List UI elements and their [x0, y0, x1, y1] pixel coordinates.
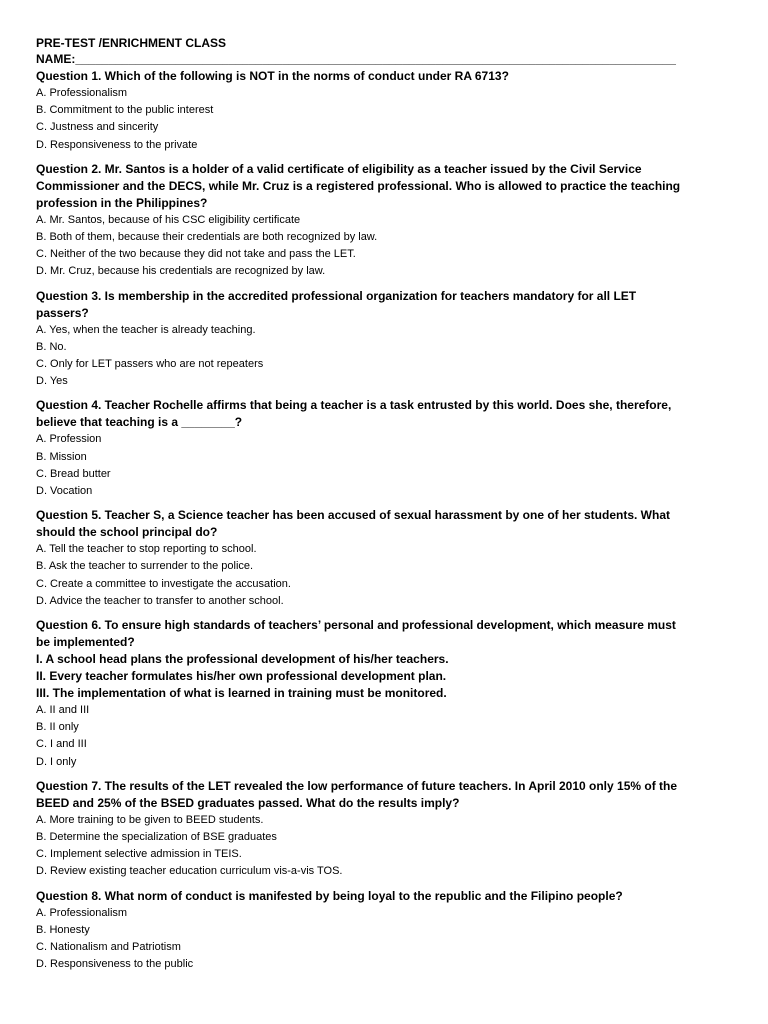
answer-option: A. II and III [36, 704, 90, 717]
answer-option: B. Commitment to the public interest [36, 104, 214, 117]
question-4 [36, 397, 732, 500]
answer-option: A. Professionalism [36, 906, 128, 919]
answer-option: D. I only [36, 755, 77, 768]
answer-option: D. Advice the teacher to transfer to another school. [36, 594, 284, 607]
answer-option: C. Neither of the two because they did not take and pass the LET. [36, 248, 356, 261]
question-statement: III. The implementation of what is learned in training must be monitored. [36, 686, 447, 701]
answer-option: B. II only [36, 721, 79, 734]
question-statement: II. Every teacher formulates his/her own professional development plan. [36, 669, 447, 684]
question-text: Question 7. The results of the LET revealed the low performance of future teachers. In April 2010 only 15% of the BEED and 25% of the BSED graduates passed. What do the results imply? [36, 778, 678, 810]
answer-option: D. Responsiveness to the private [36, 138, 198, 151]
answer-option: D. Review existing teacher education curriculum vis-a-vis TOS. [36, 865, 343, 878]
name-field-line: NAME:__________________________________________________________________________________________ [36, 52, 676, 66]
answer-option: D. Responsiveness to the public [36, 958, 194, 971]
answer-option: A. Yes, when the teacher is already teaching. [36, 323, 256, 336]
question-3 [36, 288, 732, 391]
answer-option: D. Yes [36, 375, 68, 388]
answer-option: C. Create a committee to investigate the accusation. [36, 577, 291, 590]
question-statement: I. A school head plans the professional development of his/her teachers. [36, 652, 449, 667]
page-title: PRE-TEST /ENRICHMENT CLASS [36, 36, 227, 50]
answer-option: D. Mr. Cruz, because his credentials are recognized by law. [36, 265, 326, 278]
question-6 [36, 617, 732, 771]
question-text: Question 3. Is membership in the accredited professional organization for teachers mandatory for all LET passers? [36, 288, 637, 320]
question-text: Question 8. What norm of conduct is manifested by being loyal to the republic and the Filipino people? [36, 888, 623, 903]
question-1 [36, 68, 732, 154]
question-8 [36, 888, 732, 974]
answer-option: B. Honesty [36, 923, 90, 936]
question-text: Question 4. Teacher Rochelle affirms that being a teacher is a task entrusted by this world. Does she, therefore, believe that teaching is a ________? [36, 398, 672, 430]
answer-option: B. Mission [36, 450, 87, 463]
answer-option: C. Justness and sincerity [36, 121, 159, 134]
question-text: Question 6. To ensure high standards of teachers’ personal and professional development, which measure must be implemented? [36, 618, 676, 650]
answer-option: C. I and III [36, 738, 87, 751]
answer-option: B. Determine the specialization of BSE graduates [36, 831, 277, 844]
answer-option: D. Vocation [36, 485, 93, 498]
answer-option: A. Profession [36, 433, 102, 446]
answer-option: C. Bread butter [36, 467, 111, 480]
answer-option: A. Tell the teacher to stop reporting to school. [36, 543, 257, 556]
answer-option: C. Only for LET passers who are not repeaters [36, 358, 264, 371]
answer-option: A. Professionalism [36, 87, 128, 99]
question-text: Question 5. Teacher S, a Science teacher has been accused of sexual harassment by one of her students. What should the school principal do? [36, 508, 670, 540]
question-text: Question 1. Which of the following is NOT in the norms of conduct under RA 6713? [36, 69, 509, 83]
answer-option: C. Implement selective admission in TEIS. [36, 848, 242, 861]
question-5 [36, 507, 732, 610]
question-7 [36, 778, 732, 881]
answer-option: B. Ask the teacher to surrender to the police. [36, 560, 254, 573]
question-2 [36, 161, 732, 281]
answer-option: B. Both of them, because their credentials are both recognized by law. [36, 231, 378, 244]
answer-option: A. More training to be given to BEED students. [36, 813, 264, 826]
answer-option: C. Nationalism and Patriotism [36, 941, 181, 954]
answer-option: A. Mr. Santos, because of his CSC eligibility certificate [36, 213, 301, 226]
answer-option: B. No. [36, 340, 67, 353]
question-text: Question 2. Mr. Santos is a holder of a valid certificate of eligibility as a teacher issued by the Civil Service Commissioner and the DECS, while Mr. Cruz is a registered professional. Who is allowed to practice the teaching profession in the Philippines? [36, 161, 681, 210]
